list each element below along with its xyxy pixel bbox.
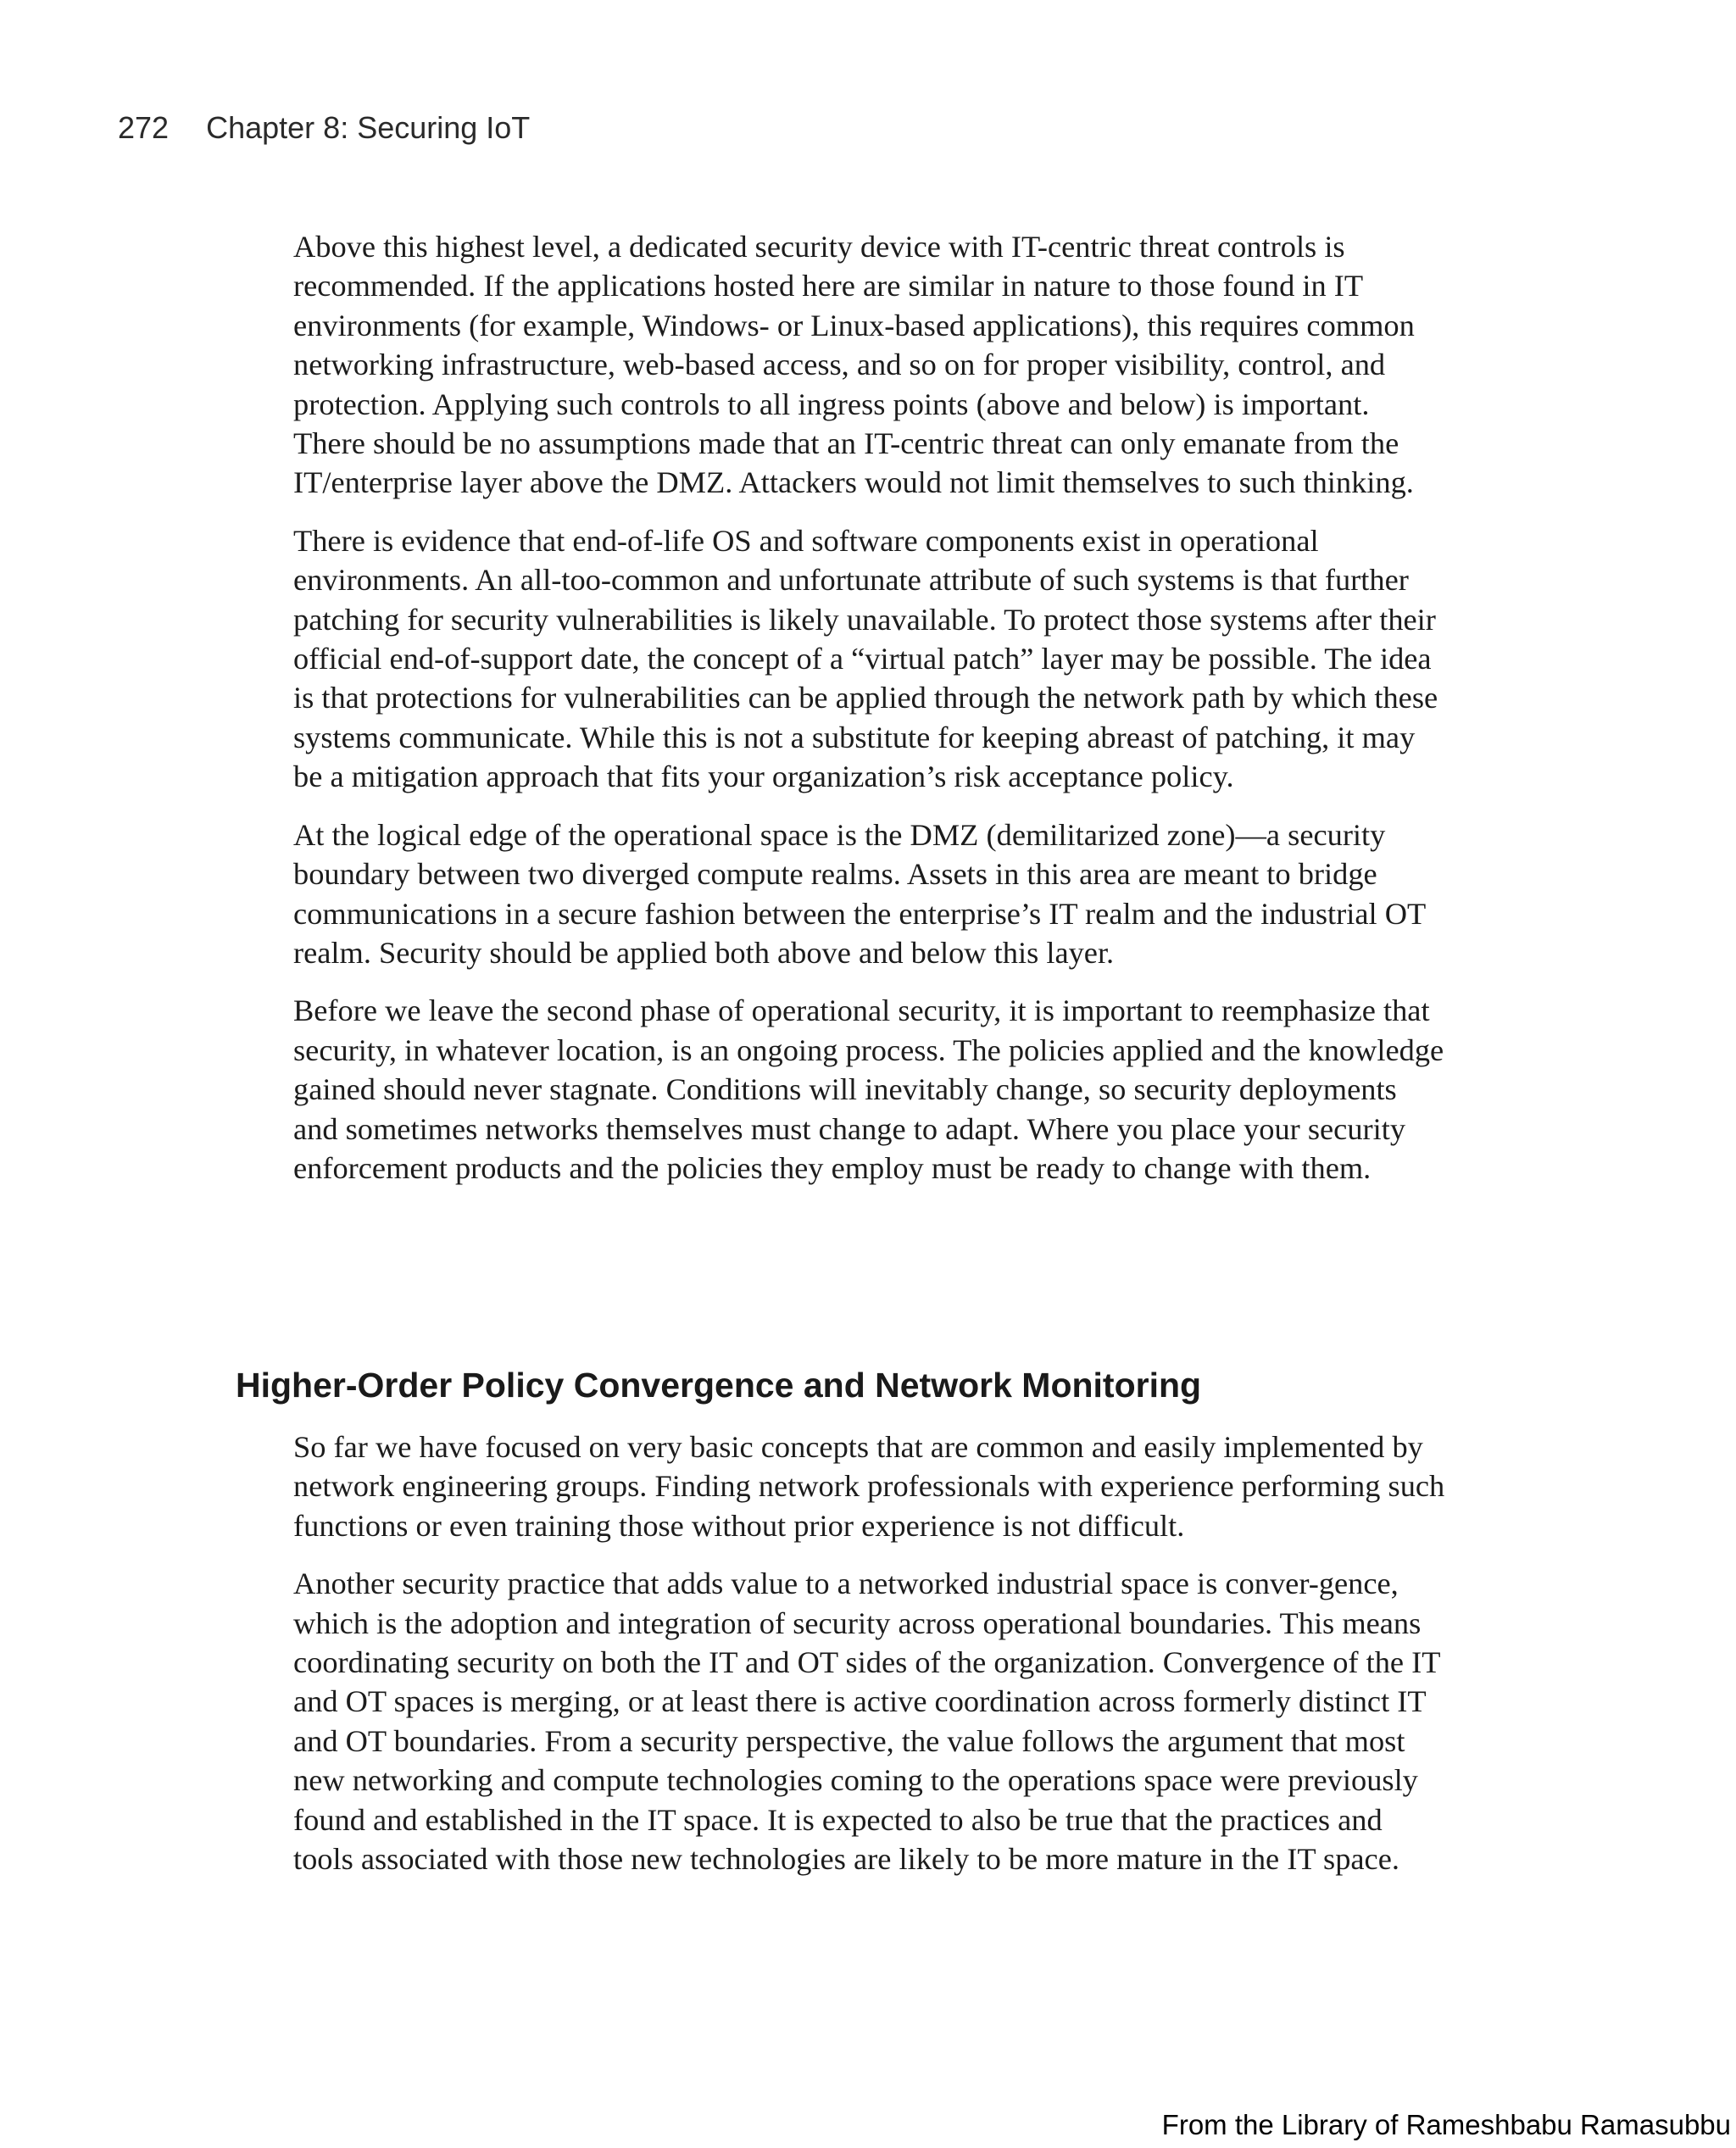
paragraph-ongoing-process: Before we leave the second phase of operational security, it is important to reemphasize that security, in whatever location, is an ongoing process. The policies applied and the knowledge gained should never stagnate. Conditions will inevitably change, so security deployments and sometimes networks themselves must change to adapt. Where you place your security enforcement products and the policies they employ must be ready to change with them.	[293, 993, 1444, 1185]
library-watermark: From the Library of Rameshbabu Ramasubbu	[1161, 2109, 1731, 2140]
page-number: 272	[118, 110, 170, 145]
paragraph-basic-concepts: So far we have focused on very basic concepts that are common and easily implemented by network engineering groups. Finding network professionals with experience performing such functions or even training those without prior experience is not difficult.	[293, 1430, 1445, 1543]
paragraph-dmz: At the logical edge of the operational space is the DMZ (demilitarized zone)—a security boundary between two diverged compute realms. Assets in this area are meant to bridge communications in a secure fashion between the enterprise’s IT realm and the industrial OT realm. Security should be applied both above and below this layer.	[293, 817, 1426, 970]
paragraph-convergence: Another security practice that adds value to a networked industrial space is conver-gence, which is the adoption and integration of security across operational boundaries. This means coordinating security on both the IT and OT sides of the organization. Convergence of the IT and OT spaces is merging, or at least there is active coordination across formerly distinct IT and OT boundaries. From a security perspective, the value follows the argument that most new networking and compute technologies coming to the operations space were previously found and established in the IT space. It is expected to also be true that the practices and tools associated with those new technologies are likely to be more mature in the IT space.	[293, 1566, 1440, 1877]
section-heading: Higher-Order Policy Convergence and Network Monitoring	[236, 1366, 1202, 1405]
chapter-title: Chapter 8: Securing IoT	[206, 110, 531, 145]
body-text-section	[293, 1427, 1448, 1897]
running-head	[118, 110, 530, 146]
paragraph-it-centric-controls: Above this highest level, a dedicated security device with IT-centric threat controls is recommended. If the applications hosted here are similar in nature to those found in IT environments (for example, Windows- or Linux-based applications), this requires common networking infrastructure, web-based access, and so on for proper visibility, control, and protection. Applying such controls to all ingress points (above and below) is important. There should be no assumptions made that an IT-centric threat can only emanate from the IT/enterprise layer above the DMZ. Attackers would not limit themselves to such thinking.	[293, 230, 1415, 500]
paragraph-virtual-patch: There is evidence that end-of-life OS and software components exist in operational environments. An all-too-common and unfortunate attribute of such systems is that further patching for security vulnerabilities is likely unavailable. To protect those systems after their official end-of-support date, the concept of a “virtual patch” layer may be possible. The idea is that protections for vulnerabilities can be applied through the network path by which these systems communicate. While this is not a substitute for keeping abreast of patching, it may be a mitigation approach that fits your organization’s risk acceptance policy.	[293, 523, 1438, 794]
body-text-before-section	[293, 227, 1448, 1206]
